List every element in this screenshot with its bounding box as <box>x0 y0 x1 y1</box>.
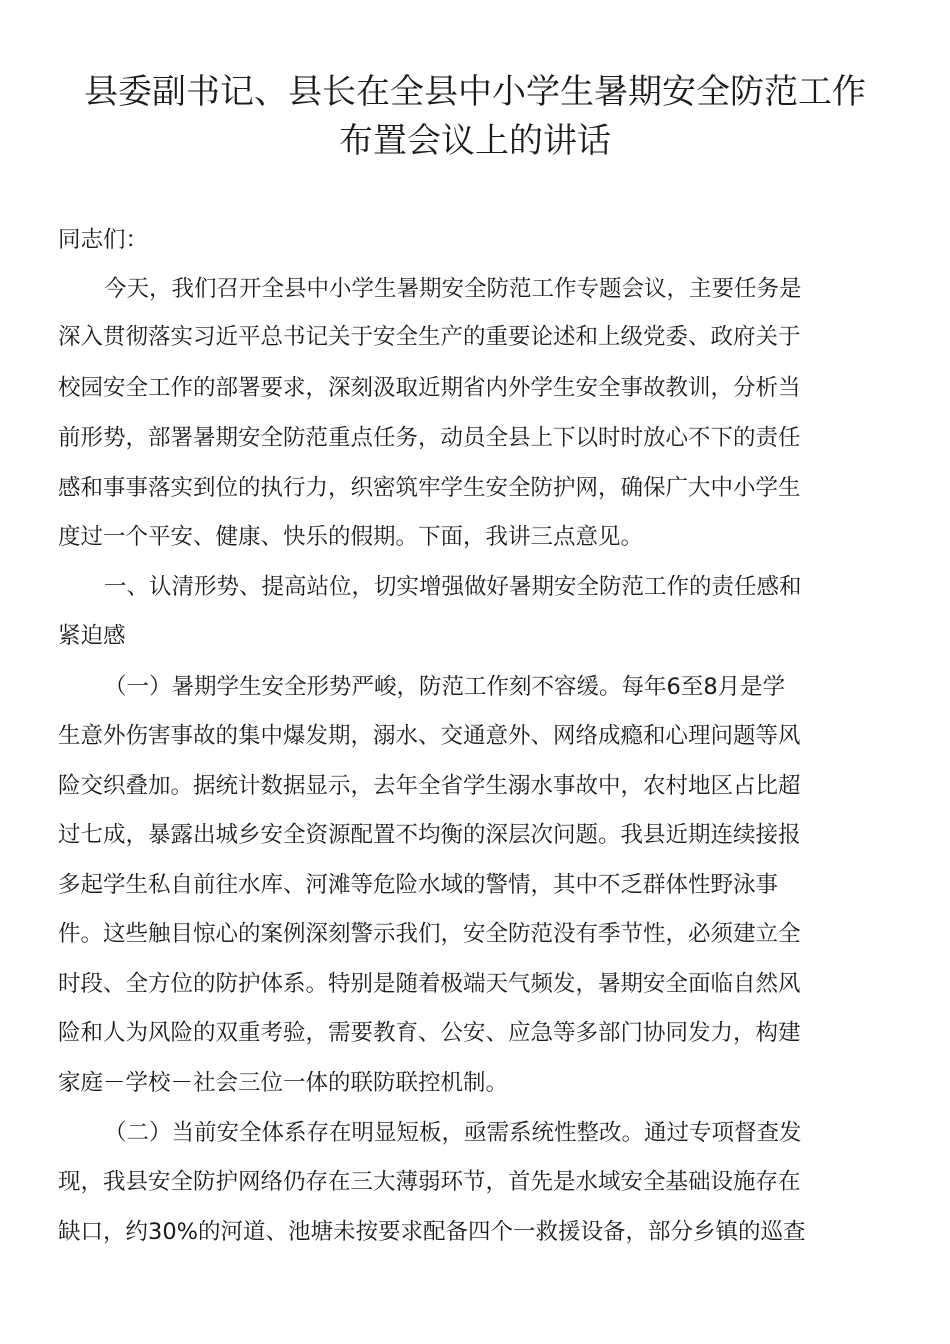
paragraph-line: （一）暑期学生安全形势严峻，防范工作刻不容缓。每年6至8月是学 <box>104 674 786 700</box>
paragraph-line: 家庭－学校－社会三位一体的联防联控机制。 <box>58 1070 509 1096</box>
paragraph-line: 深入贯彻落实习近平总书记关于安全生产的重要论述和上级党委、政府关于 <box>58 324 801 350</box>
paragraph-line: 多起学生私自前往水库、河滩等危险水域的警情，其中不乏群体性野泳事 <box>58 872 779 898</box>
paragraph-line: 度过一个平安、健康、快乐的假期。下面，我讲三点意见。 <box>58 524 644 550</box>
paragraph-line: 过七成，暴露出城乡安全资源配置不均衡的深层次问题。我县近期连续接报 <box>58 822 801 848</box>
paragraph-line: 生意外伤害事故的集中爆发期，溺水、交通意外、网络成瘾和心理问题等风 <box>58 723 801 749</box>
document-title-line-1: 县委副书记、县长在全县中小学生暑期安全防范工作 <box>84 72 866 112</box>
paragraph-line: 险交织叠加。据统计数据显示，去年全省学生溺水事故中，农村地区占比超 <box>58 773 801 799</box>
section-heading-line: 紧迫感 <box>58 623 126 649</box>
paragraph-line: 今天，我们召开全县中小学生暑期安全防范工作专题会议，主要任务是 <box>104 276 802 302</box>
salutation: 同志们： <box>58 227 149 253</box>
paragraph-line: 时段、全方位的防护体系。特别是随着极端天气频发，暑期安全面临自然风 <box>58 971 801 997</box>
paragraph-line: （二）当前安全体系存在明显短板，亟需系统性整改。通过专项督查发 <box>104 1120 802 1146</box>
paragraph-line: 前形势，部署暑期安全防范重点任务，动员全县上下以时时放心不下的责任 <box>58 425 801 451</box>
paragraph-line: 感和事事落实到位的执行力，织密筑牢学生安全防护网，确保广大中小学生 <box>58 475 801 501</box>
paragraph-line: 险和人为风险的双重考验，需要教育、公安、应急等多部门协同发力，构建 <box>58 1020 801 1046</box>
paragraph-line: 件。这些触目惊心的案例深刻警示我们，安全防范没有季节性，必须建立全 <box>58 921 801 947</box>
paragraph-line: 校园安全工作的部署要求，深刻汲取近期省内外学生安全事故教训，分析当 <box>58 375 801 401</box>
section-heading-line: 一、认清形势、提高站位，切实增强做好暑期安全防范工作的责任感和 <box>104 574 802 600</box>
document-title-line-2: 布置会议上的讲话 <box>339 121 611 161</box>
paragraph-line: 现，我县安全防护网络仍存在三大薄弱环节，首先是水域安全基础设施存在 <box>58 1169 801 1195</box>
paragraph-line: 缺口，约30%的河道、池塘未按要求配备四个一救援设备，部分乡镇的巡查 <box>58 1219 806 1245</box>
